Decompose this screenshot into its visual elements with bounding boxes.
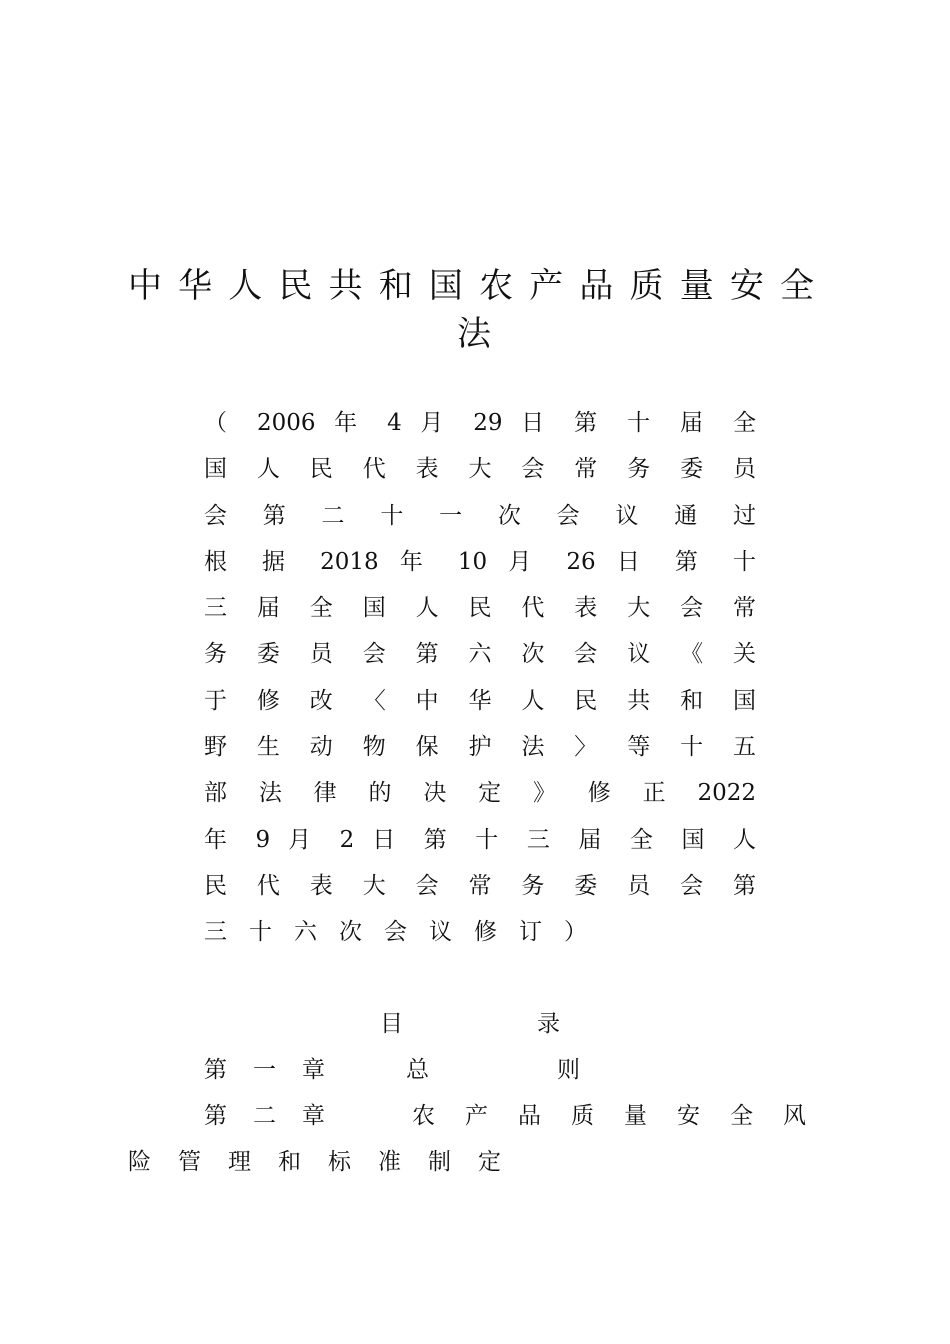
note-line: 三十六次会议修订） xyxy=(204,919,609,946)
note-line: 部 法 律 的 决 定 》 修 正 2022 xyxy=(204,780,756,807)
chapter-name: 总则 xyxy=(406,1057,580,1083)
note-line: 会 第 二 十 一 次 会 议 通 过 xyxy=(204,502,756,529)
chapter-number: 第二章 xyxy=(204,1103,351,1129)
note-line: 国 人 民 代 表 大 会 常 务 委 员 xyxy=(204,456,756,483)
note-line: 年 9 月 2 日 第 十 三 届 全 国 人 xyxy=(204,826,756,853)
toc-entry-chapter-2[interactable] xyxy=(204,1096,806,1136)
note-line: 野 生 动 物 保 护 法 〉 等 十 五 xyxy=(204,734,756,761)
enactment-note xyxy=(204,400,756,956)
chapter-number: 第一章 xyxy=(204,1057,351,1083)
toc-entry-chapter-1[interactable] xyxy=(204,1050,580,1090)
chapter-name: 农产品质量安全风 xyxy=(412,1103,806,1129)
document-title-line-2: 法 xyxy=(457,314,491,354)
note-line: 于 修 改 〈 中 华 人 民 共 和 国 xyxy=(204,687,756,714)
chapter-name-continuation[interactable]: 险管理和标准制定 xyxy=(128,1149,528,1175)
note-line: 务 委 员 会 第 六 次 会 议 《 关 xyxy=(204,641,756,668)
note-line: 三 届 全 国 人 民 代 表 大 会 常 xyxy=(204,595,756,622)
note-line: 民 代 表 大 会 常 务 委 员 会 第 xyxy=(204,872,756,899)
note-line: （ 2006 年 4 月 29 日 第 十 届 全 xyxy=(204,410,756,436)
toc-title: 目录 xyxy=(380,1011,560,1037)
document-title-line-1: 中华人民共和国农产品质量安全 xyxy=(128,266,820,306)
note-line: 根 据 2018 年 10 月 26 日 第 十 xyxy=(204,548,756,575)
